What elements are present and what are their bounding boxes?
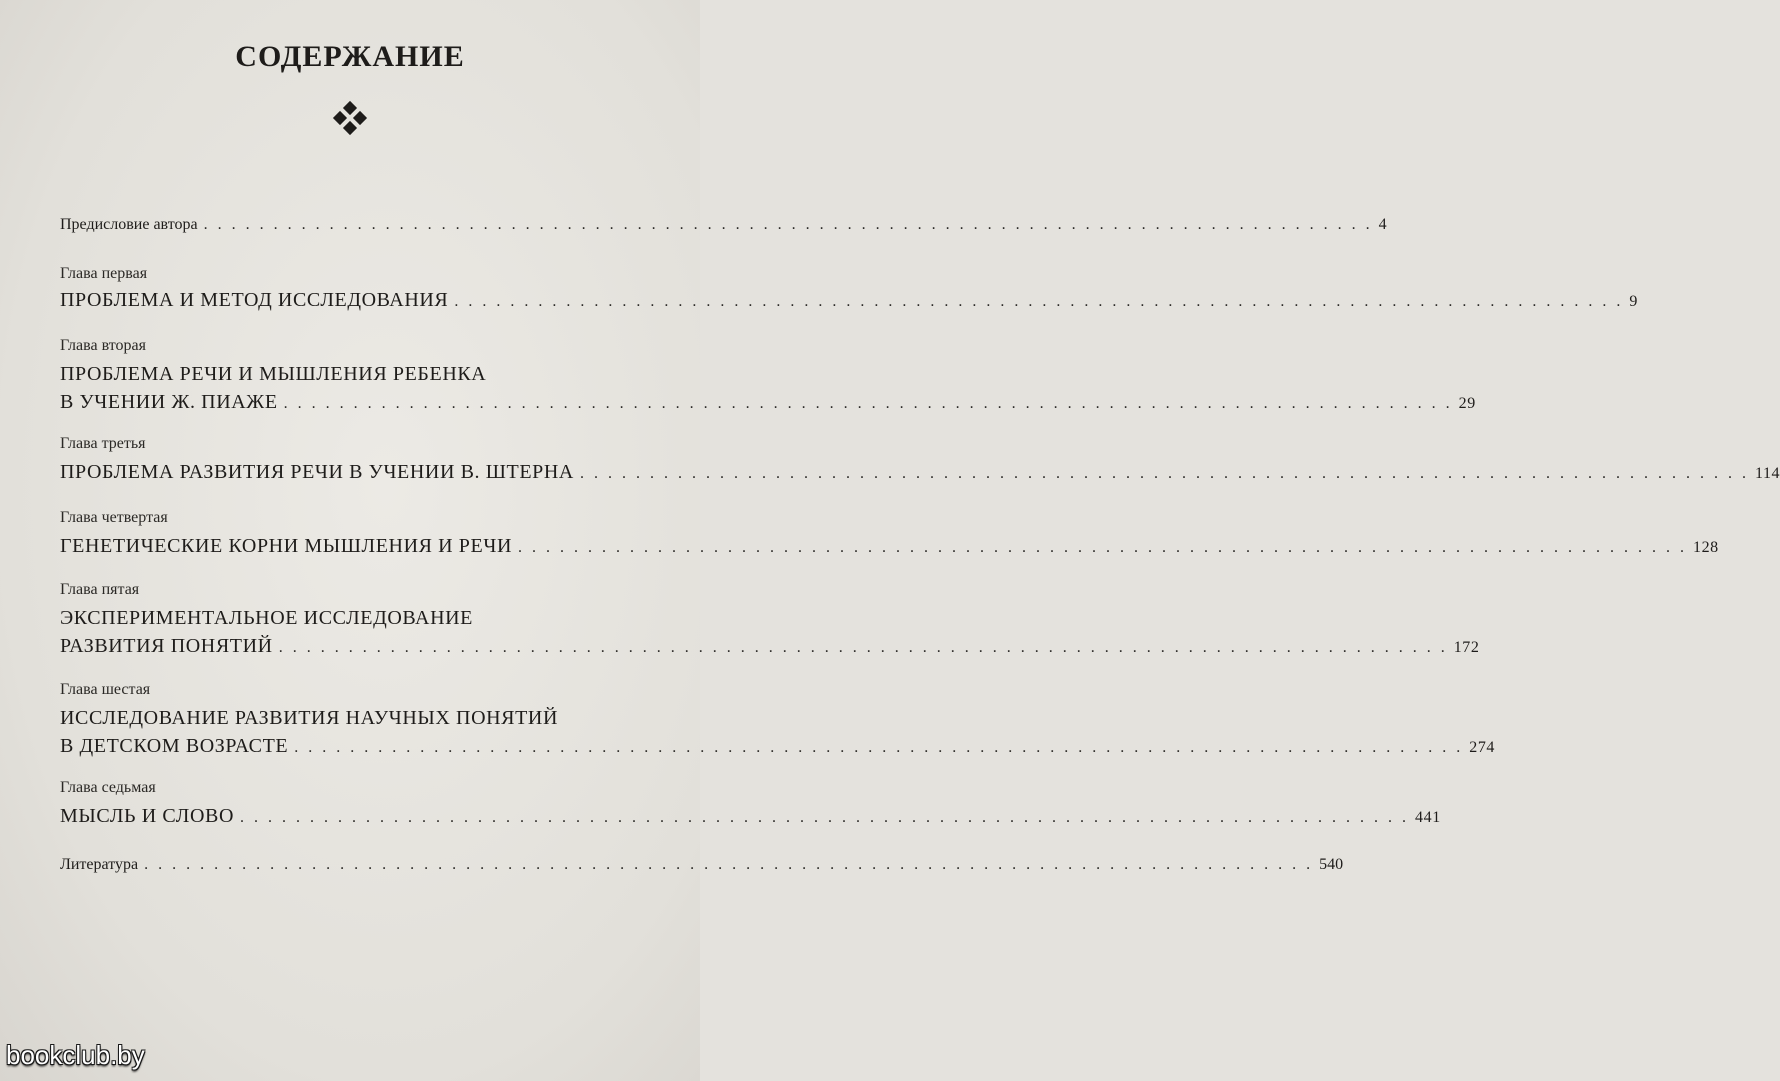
chapter-title: ПРОБЛЕМА И МЕТОД ИССЛЕДОВАНИЯ (60, 289, 449, 311)
chapter-label: Глава первая (60, 265, 148, 282)
chapter-title-line: В ДЕТСКОМ ВОЗРАСТЕ (60, 735, 289, 757)
toc-entry-chapter-3[interactable] (60, 434, 1780, 486)
page-number: 540 (1319, 856, 1344, 873)
toc-entry-chapter-1[interactable] (60, 264, 1638, 314)
entry-title: Предисловие автора (60, 216, 198, 233)
chapter-label: Глава пятая (60, 581, 140, 598)
page-number: 274 (1469, 739, 1496, 756)
chapter-title-line: ЭКСПЕРИМЕНТАЛЬНОЕ ИССЛЕДОВАНИЕ (60, 607, 473, 629)
page-number: 29 (1458, 395, 1476, 412)
page-number: 4 (1378, 216, 1387, 233)
page-number: 441 (1415, 809, 1441, 826)
chapter-title: ГЕНЕТИЧЕСКИЕ КОРНИ МЫШЛЕНИЯ И РЕЧИ (60, 535, 512, 557)
toc-entry-chapter-4[interactable] (60, 508, 1719, 560)
chapter-label: Глава вторая (60, 337, 146, 354)
dot-leader: . . . . . . . . . . . . . . . . . . . . . . . . . . . . . . . . . . . . . . . . . . . . . . . . . . . . . . . . . . . . . . . . . . . . . . . . . . . . . . . . . . . . (203, 216, 1373, 233)
chapter-title-line: В УЧЕНИИ Ж. ПИАЖЕ (60, 391, 278, 413)
toc-heading: СОДЕРЖАНИЕ (235, 40, 465, 73)
diamond-ornament-icon (328, 100, 372, 144)
dot-leader: . . . . . . . . . . . . . . . . . . . . . . . . . . . . . . . . . . . . . . . . . . . . . . . . . . . . . . . . . . . . . . . . . . . . . . . . . . . . . . . . . . . . (144, 856, 1314, 873)
site-watermark: bookclub.by (6, 1040, 145, 1070)
toc-entry-chapter-7[interactable] (60, 778, 1441, 830)
page-number: 9 (1629, 293, 1638, 310)
chapter-title: ПРОБЛЕМА РАЗВИТИЯ РЕЧИ В УЧЕНИИ В. ШТЕРНА (60, 461, 574, 483)
dot-leader: . . . . . . . . . . . . . . . . . . . . . . . . . . . . . . . . . . . . . . . . . . . . . . . . . . . . . . . . . . . . . . . . . . . . . . . . . . . . . . . . . . . . (454, 293, 1624, 310)
toc-entry-chapter-5[interactable] (60, 580, 1480, 660)
page-number: 114 (1754, 465, 1780, 482)
dot-leader: . . . . . . . . . . . . . . . . . . . . . . . . . . . . . . . . . . . . . . . . . . . . . . . . . . . . . . . . . . . . . . . . . . . . . . . . . . . . . . . . . . . . (517, 539, 1687, 556)
chapter-label: Глава третья (60, 435, 146, 452)
dot-leader: . . . . . . . . . . . . . . . . . . . . . . . . . . . . . . . . . . . . . . . . . . . . . . . . . . . . . . . . . . . . . . . . . . . . . . . . . . . . . . . . . . . . (579, 465, 1749, 482)
chapter-label: Глава шестая (60, 681, 151, 698)
dot-leader: . . . . . . . . . . . . . . . . . . . . . . . . . . . . . . . . . . . . . . . . . . . . . . . . . . . . . . . . . . . . . . . . . . . . . . . . . . . . . . . . . . . . (283, 395, 1453, 412)
toc-entry-chapter-6[interactable] (60, 680, 1496, 760)
toc-entry-references[interactable] (60, 856, 1344, 874)
page-number: 128 (1692, 539, 1719, 556)
entry-title: Литература (60, 856, 139, 873)
toc-entry-chapter-2[interactable] (60, 336, 1476, 416)
page-number: 172 (1453, 639, 1480, 656)
toc-entry-preface[interactable] (60, 216, 1387, 234)
chapter-title-line: ИССЛЕДОВАНИЕ РАЗВИТИЯ НАУЧНЫХ ПОНЯТИЙ (60, 707, 559, 729)
chapter-label: Глава седьмая (60, 779, 156, 796)
chapter-title-line: РАЗВИТИЯ ПОНЯТИЙ (60, 635, 273, 657)
dot-leader: . . . . . . . . . . . . . . . . . . . . . . . . . . . . . . . . . . . . . . . . . . . . . . . . . . . . . . . . . . . . . . . . . . . . . . . . . . . . . . . . . . . . (240, 809, 1409, 826)
dot-leader: . . . . . . . . . . . . . . . . . . . . . . . . . . . . . . . . . . . . . . . . . . . . . . . . . . . . . . . . . . . . . . . . . . . . . . . . . . . . . . . . . . . . (294, 739, 1464, 756)
dot-leader: . . . . . . . . . . . . . . . . . . . . . . . . . . . . . . . . . . . . . . . . . . . . . . . . . . . . . . . . . . . . . . . . . . . . . . . . . . . . . . . . . . . . (278, 639, 1448, 656)
chapter-label: Глава четвертая (60, 509, 168, 526)
chapter-title: МЫСЛЬ И СЛОВО (60, 805, 234, 827)
chapter-title-line: ПРОБЛЕМА РЕЧИ И МЫШЛЕНИЯ РЕБЕНКА (60, 363, 487, 385)
